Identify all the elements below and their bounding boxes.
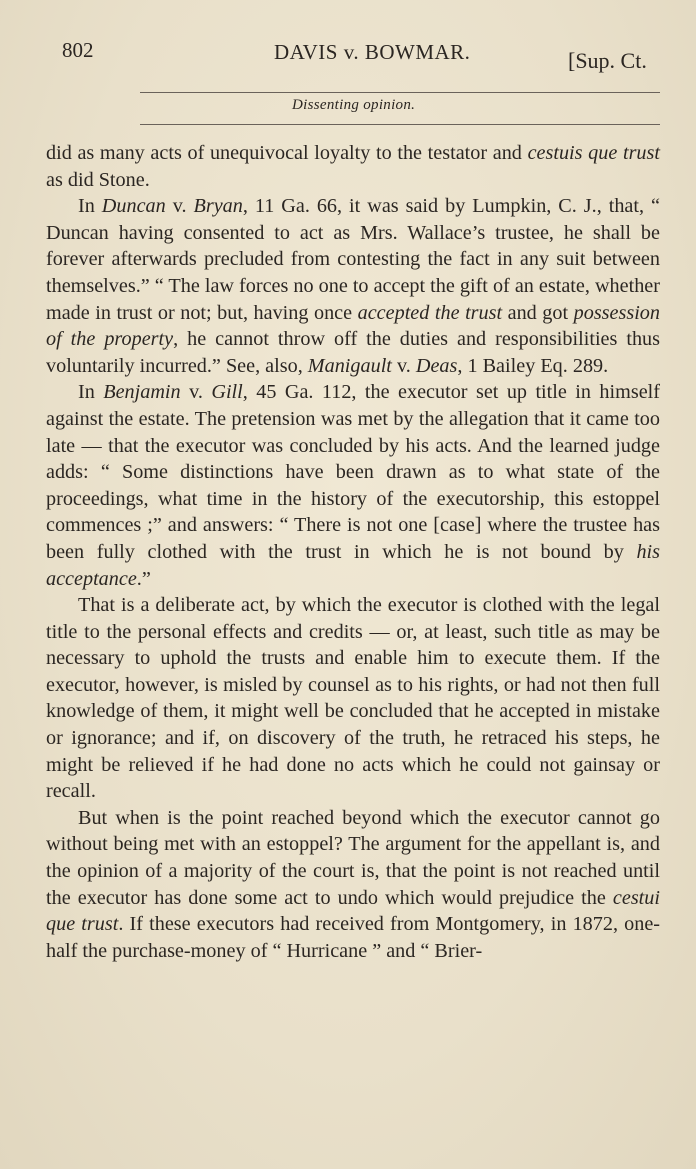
text-segment: , 45 Ga. 112, the executor set up title in himself against the estate. The pretension was met by the allegation that it came too late — that the executor was concluded by his acts. And the learned judge adds: “ Some distinctions have been drawn as to what state of the proceedings, what time in the history of the executorship, this estoppel commences ;” and answers: “ There is not one [case] where the trustee has been fully clothed with the trust in which he is not bound by bbox=[46, 381, 660, 563]
italic-text: Deas bbox=[415, 354, 458, 377]
text-segment: did as many acts of unequivocal loyalty to the testator and bbox=[46, 142, 528, 164]
text-segment: .” bbox=[136, 567, 151, 590]
text-segment: , he cannot throw off the duties and responsibilities thus voluntarily incurred.” See, also, bbox=[46, 328, 660, 377]
section-label: Dissenting opinion. bbox=[292, 97, 416, 113]
text-segment: That is a deliberate act, by which the executor is clothed with the legal title to the personal effects and credits — or, at least, such title as may be necessary to uphold the trusts and enable him to execute them. If the executor, however, is misled by counsel as to his rights, or had not then full knowledge of them, it might well be concluded that he accepted in mistake or ignorance; and if, on discovery of the truth, he retraced his steps, he might be relieved if he had done no acts which he could not gainsay or recall. bbox=[46, 594, 660, 803]
paragraph bbox=[46, 140, 660, 193]
text-segment: and got bbox=[502, 301, 574, 324]
italic-text: Duncan bbox=[101, 195, 166, 218]
italic-text: possession of the property bbox=[46, 301, 660, 351]
italic-text: Bryan bbox=[193, 195, 243, 218]
paragraph bbox=[46, 193, 660, 379]
running-title: DAVIS v. BOWMAR. bbox=[274, 40, 471, 64]
italic-text: accepted the trust bbox=[357, 301, 503, 324]
text-segment: v. bbox=[391, 354, 416, 377]
text-segment: v. bbox=[165, 195, 194, 218]
text-segment: But when is the point reached beyond which the executor cannot go without being met with an estoppel? The argument for the appellant is, and the opinion of a majority of the court is, that the point is not reached until the executor has done some act to undo which would prejudice the bbox=[46, 806, 660, 909]
page-number: 802 bbox=[62, 38, 94, 62]
paragraph bbox=[46, 379, 660, 592]
paragraph bbox=[46, 805, 660, 965]
header-rule-top bbox=[140, 92, 660, 93]
text-segment: In bbox=[78, 195, 102, 218]
text-segment: . If these executors had received from Montgomery, in 1872, one-half the purchase-money of “ Hurricane ” and “ Brier- bbox=[46, 913, 661, 962]
text-segment: v. bbox=[180, 381, 212, 404]
italic-text: cestui que trust bbox=[46, 886, 660, 936]
italic-text: Gill bbox=[211, 381, 243, 404]
text-segment: In bbox=[78, 381, 104, 404]
text-segment: as did Stone. bbox=[46, 168, 150, 191]
body-text bbox=[46, 140, 660, 964]
italic-text: his acceptance bbox=[46, 540, 660, 590]
italic-text: Manigault bbox=[307, 354, 392, 377]
text-segment: , 11 Ga. 66, it was said by Lumpkin, C. J., that, “ Duncan having consented to act as Mrs. Wallace’s trustee, he shall be forever afterwards precluded from contesting the fact in any suit between themselves.” “ The law forces no one to accept the gift of an estate, whether made in trust or not; but, having once bbox=[46, 195, 660, 324]
text-segment: , 1 Bailey Eq. 289. bbox=[457, 354, 609, 377]
italic-text: cestuis que trust bbox=[527, 142, 660, 164]
page-header bbox=[62, 38, 676, 78]
italic-text: Benjamin bbox=[103, 381, 181, 404]
header-rule-bottom bbox=[140, 124, 660, 125]
court-abbreviation: [Sup. Ct. bbox=[568, 48, 647, 73]
paragraph bbox=[46, 592, 660, 805]
